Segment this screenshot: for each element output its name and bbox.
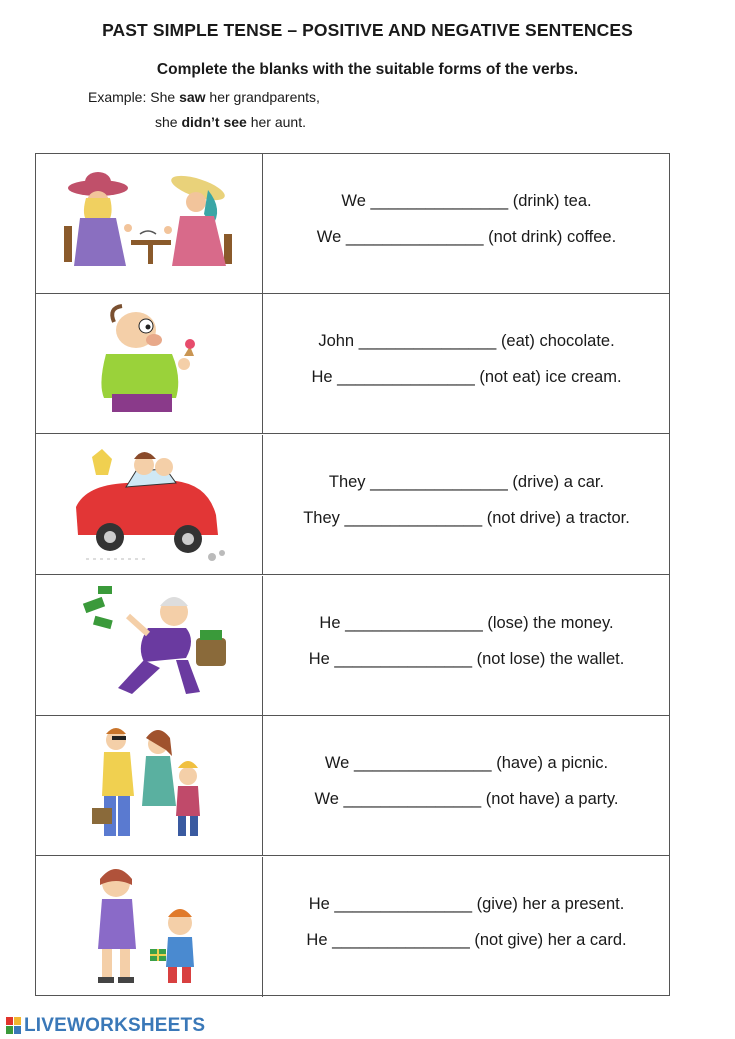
man-eating-ice-cream-image xyxy=(36,294,263,433)
verb-hint: (drive) a car. xyxy=(512,473,605,491)
sentence-positive xyxy=(264,753,669,773)
two-ladies-tea-party-image xyxy=(36,154,263,293)
verb-hint: (lose) the money. xyxy=(487,614,614,632)
exercise-row xyxy=(36,294,669,434)
exercise-table xyxy=(35,153,670,996)
sentence-positive xyxy=(264,613,669,633)
example-text: she xyxy=(155,114,182,130)
example-line-1 xyxy=(88,89,320,105)
answer-blank[interactable]: _______________ xyxy=(343,790,482,808)
answer-blank[interactable]: _______________ xyxy=(332,931,470,949)
worksheet-title: PAST SIMPLE TENSE – POSITIVE AND NEGATIVE SENTENCES xyxy=(102,20,633,40)
verb-hint: (drink) tea. xyxy=(512,192,592,210)
sentence-subject: They xyxy=(303,509,340,527)
example-text: Example: She xyxy=(88,89,180,105)
man-losing-money-image xyxy=(36,576,263,715)
verb-hint: (not lose) the wallet. xyxy=(476,650,625,668)
liveworksheets-logo-icon xyxy=(6,1017,22,1035)
example-text: her grandparents, xyxy=(205,89,320,105)
answer-blank[interactable]: _______________ xyxy=(344,509,483,527)
sentence-subject: He xyxy=(308,650,330,668)
sentence-subject: He xyxy=(308,895,330,913)
sentence-negative xyxy=(264,367,669,387)
verb-hint: (not have) a party. xyxy=(485,790,619,808)
sentence-subject: We xyxy=(324,754,350,772)
answer-blank[interactable]: _______________ xyxy=(334,895,473,913)
worksheet-instruction: Complete the blanks with the suitable forms of the verbs. xyxy=(156,61,579,78)
verb-hint: (not give) her a card. xyxy=(474,931,627,949)
answer-blank[interactable]: _______________ xyxy=(345,614,483,632)
sentence-subject: We xyxy=(314,790,339,808)
verb-hint: (not drive) a tractor. xyxy=(486,509,630,527)
sentence-positive xyxy=(264,894,669,914)
sentence-negative xyxy=(264,789,669,809)
sentence-subject: We xyxy=(316,228,342,246)
sentence-positive xyxy=(264,331,669,351)
sentence-subject: He xyxy=(311,368,333,386)
exercise-row xyxy=(36,857,669,997)
verb-hint: (give) her a present. xyxy=(476,895,625,913)
sentence-negative xyxy=(264,227,669,247)
verb-hint: (not eat) ice cream. xyxy=(479,368,622,386)
sentence-positive xyxy=(264,191,669,211)
answer-blank[interactable]: _______________ xyxy=(334,650,473,668)
sentence-negative xyxy=(264,930,669,950)
sentence-subject: We xyxy=(341,192,366,210)
sentence-subject: He xyxy=(306,931,328,949)
liveworksheets-footer[interactable] xyxy=(6,1015,205,1037)
woman-giving-present-image xyxy=(36,857,263,997)
example-text: her aunt. xyxy=(246,114,306,130)
sentence-negative xyxy=(264,649,669,669)
family-in-red-car-image xyxy=(36,435,263,574)
family-picnic-image xyxy=(36,716,263,855)
verb-hint: (eat) chocolate. xyxy=(500,332,615,350)
exercise-row xyxy=(36,716,669,856)
sentence-negative xyxy=(264,508,669,528)
example-line-2 xyxy=(155,114,306,130)
exercise-row xyxy=(36,435,669,575)
answer-blank[interactable]: _______________ xyxy=(353,754,492,772)
answer-blank[interactable]: _______________ xyxy=(345,228,484,246)
answer-blank[interactable]: _______________ xyxy=(358,332,497,350)
sentence-subject: They xyxy=(328,473,366,491)
example-verb: didn’t see xyxy=(181,114,247,130)
answer-blank[interactable]: _______________ xyxy=(337,368,475,386)
sentence-positive xyxy=(264,472,669,492)
answer-blank[interactable]: _______________ xyxy=(370,473,508,491)
verb-hint: (not drink) coffee. xyxy=(488,228,617,246)
exercise-row xyxy=(36,154,669,294)
answer-blank[interactable]: _______________ xyxy=(370,192,509,210)
sentence-subject: John xyxy=(318,332,355,350)
liveworksheets-brand: LIVEWORKSHEETS xyxy=(24,1015,206,1036)
exercise-row xyxy=(36,576,669,716)
verb-hint: (have) a picnic. xyxy=(496,754,609,772)
example-verb: saw xyxy=(179,89,206,105)
sentence-subject: He xyxy=(319,614,341,632)
